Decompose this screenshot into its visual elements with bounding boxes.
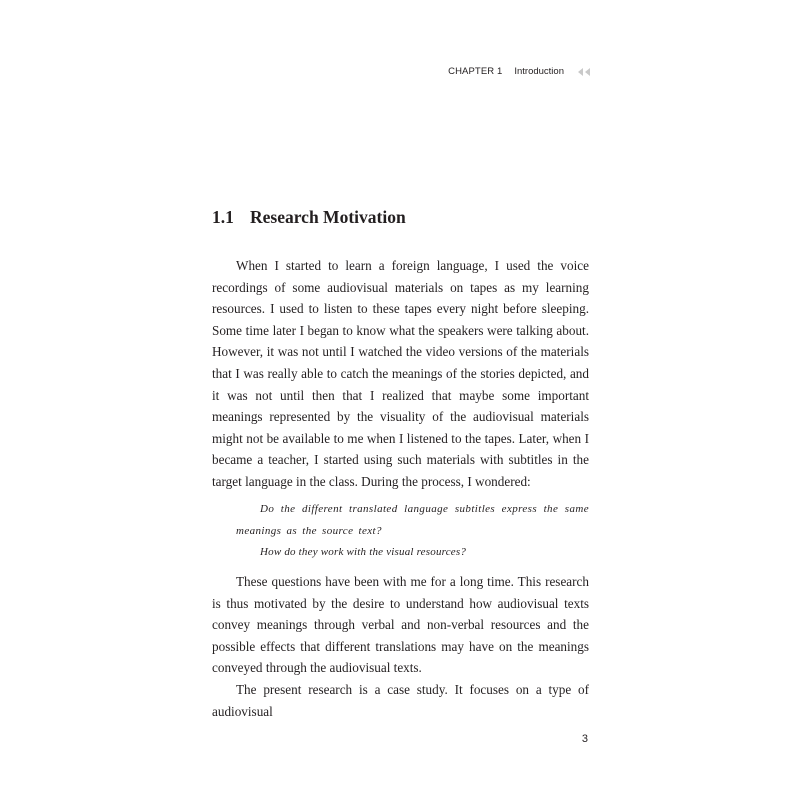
chapter-title: Introduction (514, 66, 564, 77)
body-block-1 (212, 255, 589, 493)
page-number: 3 (581, 733, 588, 745)
section-number: 1.1 (212, 207, 234, 227)
section-heading (212, 207, 406, 228)
research-questions (236, 499, 589, 564)
research-question: How do they work with the visual resources? (260, 546, 467, 559)
double-left-arrow-icon (578, 68, 590, 76)
paragraph: When I started to learn a foreign language, I used the voice recordings of some audiovisual materials on tapes as my learning resources. I used to listen to these tapes every night before sleeping. Some time later I began to know what the speakers were talking about. However, it was not until I watched the video versions of the materials that I was really able to catch the meanings of the stories depicted, and it was not until then that I realized that maybe some important meanings represented by the visuality of the audiovisual materials might not be available to me when I listened to the tapes. Later, when I became a teacher, I started using such materials with subtitles in the target language in the class. During the process, I wondered: (212, 258, 589, 489)
running-header (448, 66, 590, 77)
research-question: Do the different translated language subtitles express the same meanings as the source text? (236, 503, 589, 537)
chapter-label: CHAPTER 1 (448, 66, 503, 77)
section-title: Research Motivation (250, 207, 406, 227)
paragraph: The present research is a case study. It focuses on a type of audiovisual (212, 681, 589, 719)
body-block-2 (212, 571, 589, 722)
paragraph: These questions have been with me for a long time. This research is thus motivated by the desire to understand how audiovisual texts convey meanings through verbal and non-verbal resources and the possible effects that different translations may have on the meanings conveyed through the audiovisual texts. (212, 574, 589, 676)
